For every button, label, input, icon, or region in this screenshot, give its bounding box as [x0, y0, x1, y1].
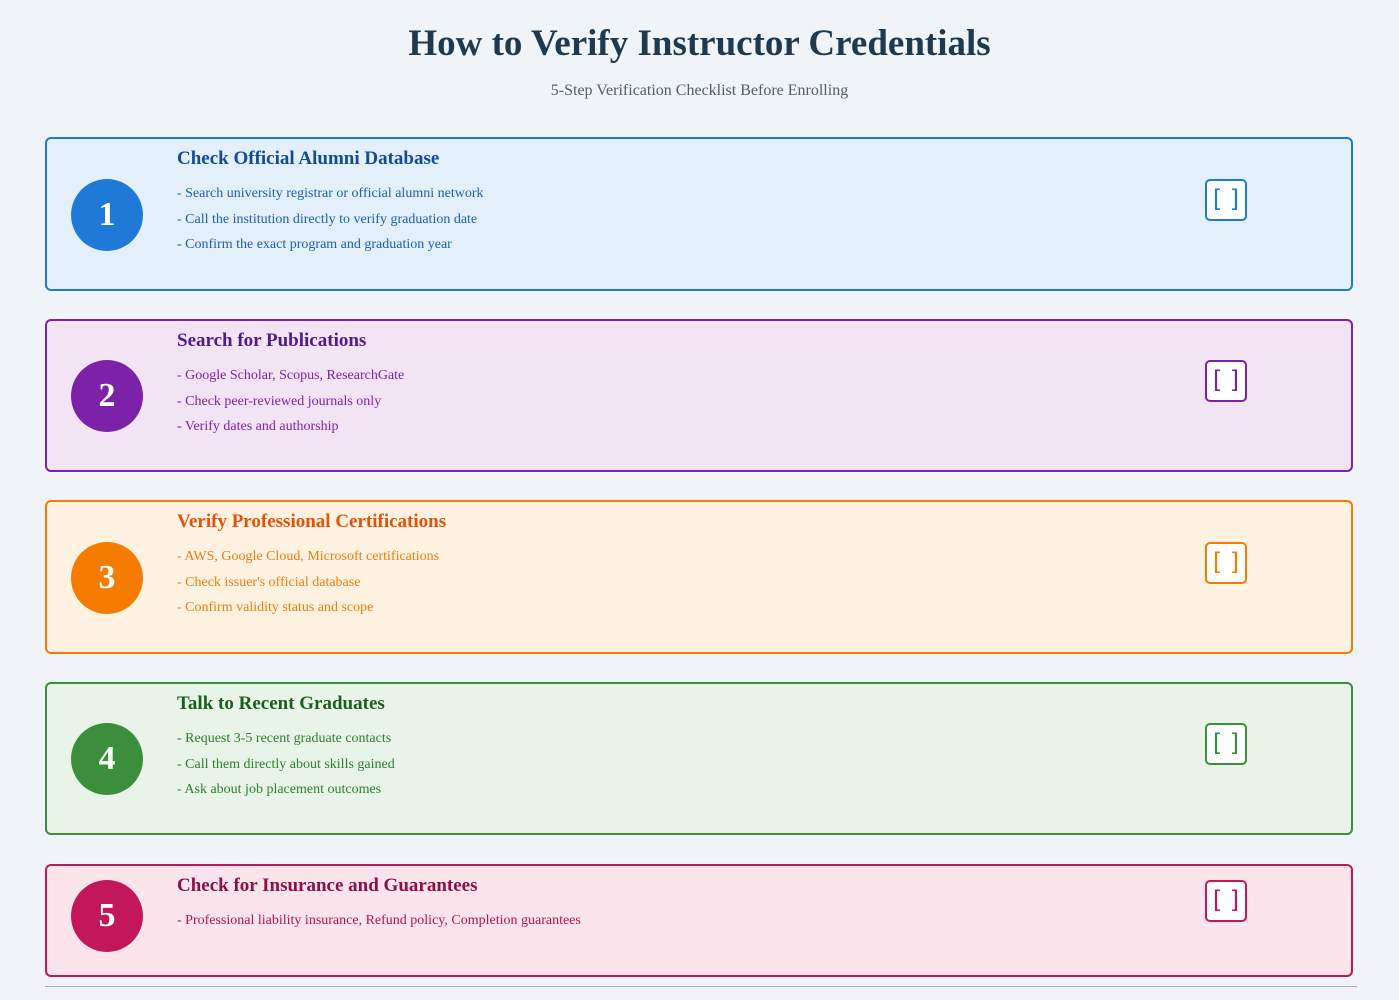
- page-title: How to Verify Instructor Credentials: [408, 23, 991, 64]
- step-checklist: [177, 363, 404, 440]
- step-bullet: - AWS, Google Cloud, Microsoft certifications: [177, 549, 440, 564]
- step-bullet: - Ask about job placement outcomes: [177, 782, 382, 797]
- divider: [45, 986, 1357, 987]
- checkbox[interactable]: [ ]: [1205, 542, 1247, 584]
- step-bullet: - Verify dates and authorship: [177, 419, 339, 434]
- step-bullet: - Call them directly about skills gained: [177, 756, 395, 772]
- page-subtitle: 5-Step Verification Checklist Before Enrolling: [550, 82, 849, 99]
- step-heading: Talk to Recent Graduates: [177, 693, 385, 714]
- checkbox[interactable]: [ ]: [1205, 880, 1247, 922]
- step-bullet: - Google Scholar, Scopus, ResearchGate: [177, 368, 405, 383]
- step-card-5: [45, 864, 1353, 977]
- step-bullet: - Professional liability insurance, Refund policy, Completion guarantees: [177, 913, 581, 928]
- step-heading: Search for Publications: [177, 330, 367, 351]
- step-checklist: [177, 908, 581, 934]
- step-bullet: - Search university registrar or official alumni network: [177, 186, 484, 201]
- step-number-badge: 1: [71, 179, 143, 251]
- step-card-2: [45, 319, 1353, 472]
- checkbox[interactable]: [ ]: [1205, 179, 1247, 221]
- step-card-3: [45, 500, 1353, 654]
- step-checklist: [177, 181, 483, 258]
- step-number-badge: 2: [71, 360, 143, 432]
- step-number-badge: 3: [71, 542, 143, 614]
- step-number-badge: 4: [71, 723, 143, 795]
- step-checklist: [177, 544, 439, 621]
- step-bullet: - Request 3-5 recent graduate contacts: [177, 731, 392, 746]
- step-bullet: - Check issuer's official database: [177, 574, 361, 590]
- step-heading: Check for Insurance and Guarantees: [177, 875, 478, 896]
- step-heading: Check Official Alumni Database: [177, 148, 440, 169]
- checkbox[interactable]: [ ]: [1205, 723, 1247, 765]
- step-heading: Verify Professional Certifications: [177, 511, 447, 532]
- step-number-badge: 5: [71, 880, 143, 952]
- step-bullet: - Call the institution directly to verify graduation date: [177, 211, 478, 227]
- step-bullet: - Check peer-reviewed journals only: [177, 393, 382, 409]
- step-card-1: [45, 137, 1353, 291]
- step-bullet: - Confirm validity status and scope: [177, 600, 374, 615]
- step-card-4: [45, 682, 1353, 835]
- step-checklist: [177, 726, 395, 803]
- checkbox[interactable]: [ ]: [1205, 360, 1247, 402]
- step-bullet: - Confirm the exact program and graduation year: [177, 237, 452, 252]
